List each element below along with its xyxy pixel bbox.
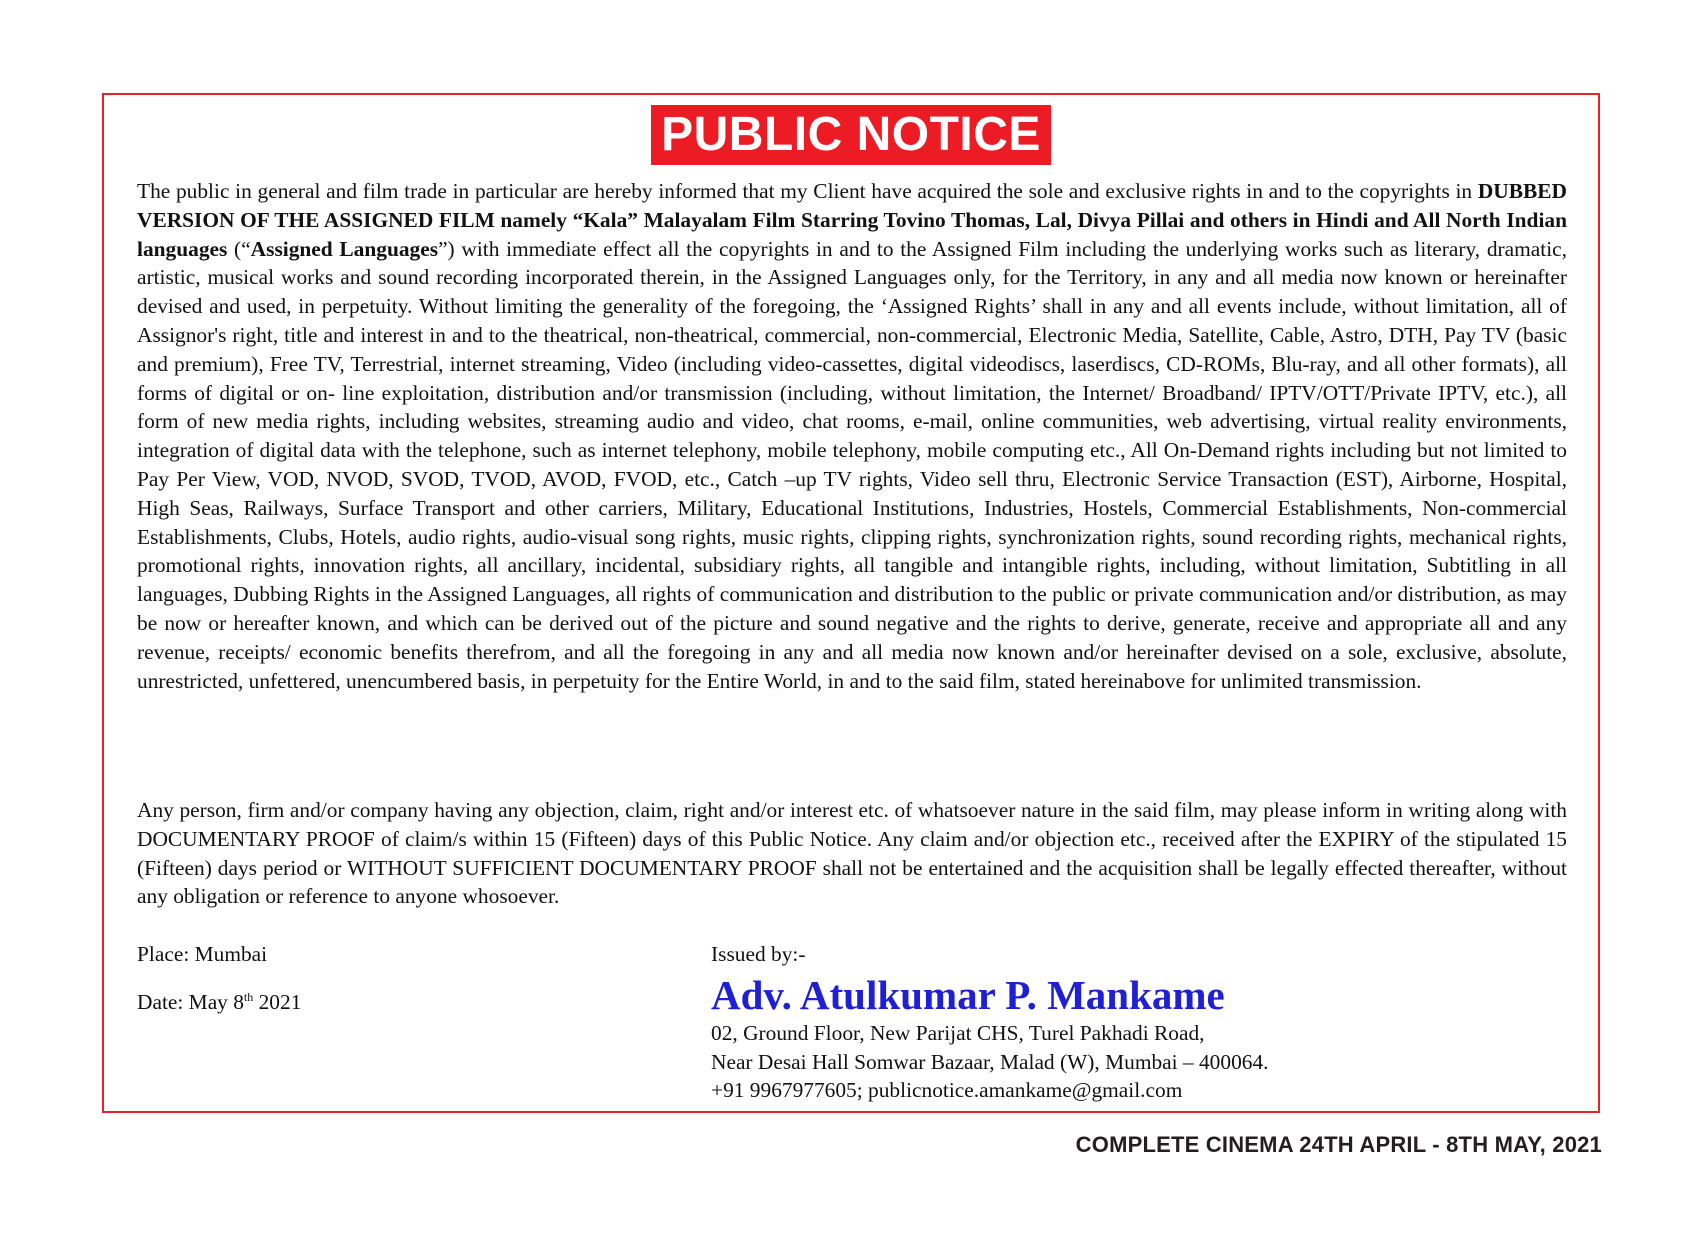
p1-rest: ”) with immediate effect all the copyrights in and to the Assigned Film including the underlying works such as literary, dramatic, artistic, musical works and sound recording incorporated therein, in the Assigned Languages only, for the Territory, in any and all media now known or hereinafter devised and used, in perpetuity. Without limiting the generality of the foregoing, the ‘Assigned Rights’ shall in any and all events include, without limitation, all of Assignor's right, title and interest in and to the theatrical, non-theatrical, commercial, non-commercial, Electronic Media, Satellite, Cable, Astro, DTH, Pay TV (basic and premium), Free TV, Terrestrial, internet streaming, Video (including video-cassettes, digital videodiscs, laserdiscs, CD-ROMs, Blu-ray, and all other formats), all forms of digital or on- line exploitation, distribution and/or transmission (including, without limitation, the Internet/ Broadband/ IPTV/OTT/Private IPTV, etc.), all form of new media rights, including websites, streaming audio and video, chat rooms, e-mail, online communities, web advertising, virtual reality environments, integration of digital data with the telephone, such as internet telephony, mobile telephony, mobile computing etc., All On-Demand rights including but not limited to Pay Per View, VOD, NVOD, SVOD, TVOD, AVOD, FVOD, etc., Catch –up TV rights, Video sell thru, Electronic Service Transaction (EST), Airborne, Hospital, High Seas, Railways, Surface Transport and other carriers, Military, Educational Institutions, Industries, Hostels, Commercial Establishments, Non-commercial Establishments, Clubs, Hotels, audio rights, audio-visual song rights, music rights, clipping rights, synchronization rights, sound recording rights, mechanical rights, promotional rights, innovation rights, all ancillary, incidental, subsidiary rights, all tangible and intangible rights, including, without limitation, Subtitling in all languages, Dubbing Rights in the Assigned Languages, all rights of communication and distribution to the public or private communication and/or distribution, as may be now or hereafter known, and which can be derived out of the picture and sound negative and the rights to derive, generate, receive and appropriate all and any revenue, receipts/ economic benefits therefrom, and all the foregoing in any and all media now known and/or hereinafter devised on a sole, exclusive, absolute, unrestricted, unfettered, unencumbered basis, in perpetuity for the Entire World, in and to the said film, stated hereinabove for unlimited transmission.: [137, 236, 1568, 693]
issued-by-label: Issued by:-: [711, 942, 806, 966]
issuer-block: [711, 940, 1269, 1105]
address-line-1: 02, Ground Floor, New Parijat CHS, Turel Pakhadi Road,: [711, 1020, 1205, 1045]
p2-text: Any person, firm and/or company having any objection, claim, right and/or interest etc. of whatsoever nature in the said film, may please inform in writing along with DOCUMENTARY PROOF of claim/s within 15 (Fifteen) days of this Public Notice. Any claim and/or objection etc., received after the EXPIRY of the stipulated 15 (Fifteen) days period or WITHOUT SUFFICIENT DOCUMENTARY PROOF shall not be entertained and the acquisition shall be legally effected thereafter, without any obligation or reference to anyone whosoever.: [137, 798, 1567, 909]
p1-intro: The public in general and film trade in particular are hereby informed that my Client have acquired the sole and exclusive rights in and to the copyrights in: [137, 179, 1478, 203]
date-prefix: Date: May 8: [137, 990, 244, 1014]
title-wrap: [104, 105, 1598, 165]
notice-paragraph-objection: [137, 796, 1567, 911]
p1-assigned-languages: Assigned Languages: [250, 236, 439, 261]
p1-open-quote: (“: [227, 236, 251, 261]
contact-line: +91 9967977605; publicnotice.amankame@gmail.com: [711, 1078, 1183, 1103]
date-line: [137, 988, 301, 1016]
p1-film-details: DUBBED VERSION OF THE ASSIGNED FILM namely “Kala” Malayalam Film Starring Tovino Thomas, Lal, Divya Pillai and others in Hindi and All North Indian languages: [137, 179, 1567, 261]
notice-paragraph-rights: [137, 177, 1567, 695]
notice-title: PUBLIC NOTICE: [651, 105, 1051, 165]
date-year: 2021: [253, 990, 302, 1014]
date-ordinal: th: [243, 989, 254, 1004]
place-line: Place: Mumbai: [137, 942, 268, 966]
public-notice-box: [102, 93, 1600, 1113]
address-line-2: Near Desai Hall Somwar Bazaar, Malad (W), Mumbai – 400064.: [711, 1049, 1269, 1074]
publication-footer: COMPLETE CINEMA 24TH APRIL - 8TH MAY, 2021: [1075, 1132, 1602, 1157]
advocate-name: Adv. Atulkumar P. Mankame: [711, 971, 1225, 1018]
